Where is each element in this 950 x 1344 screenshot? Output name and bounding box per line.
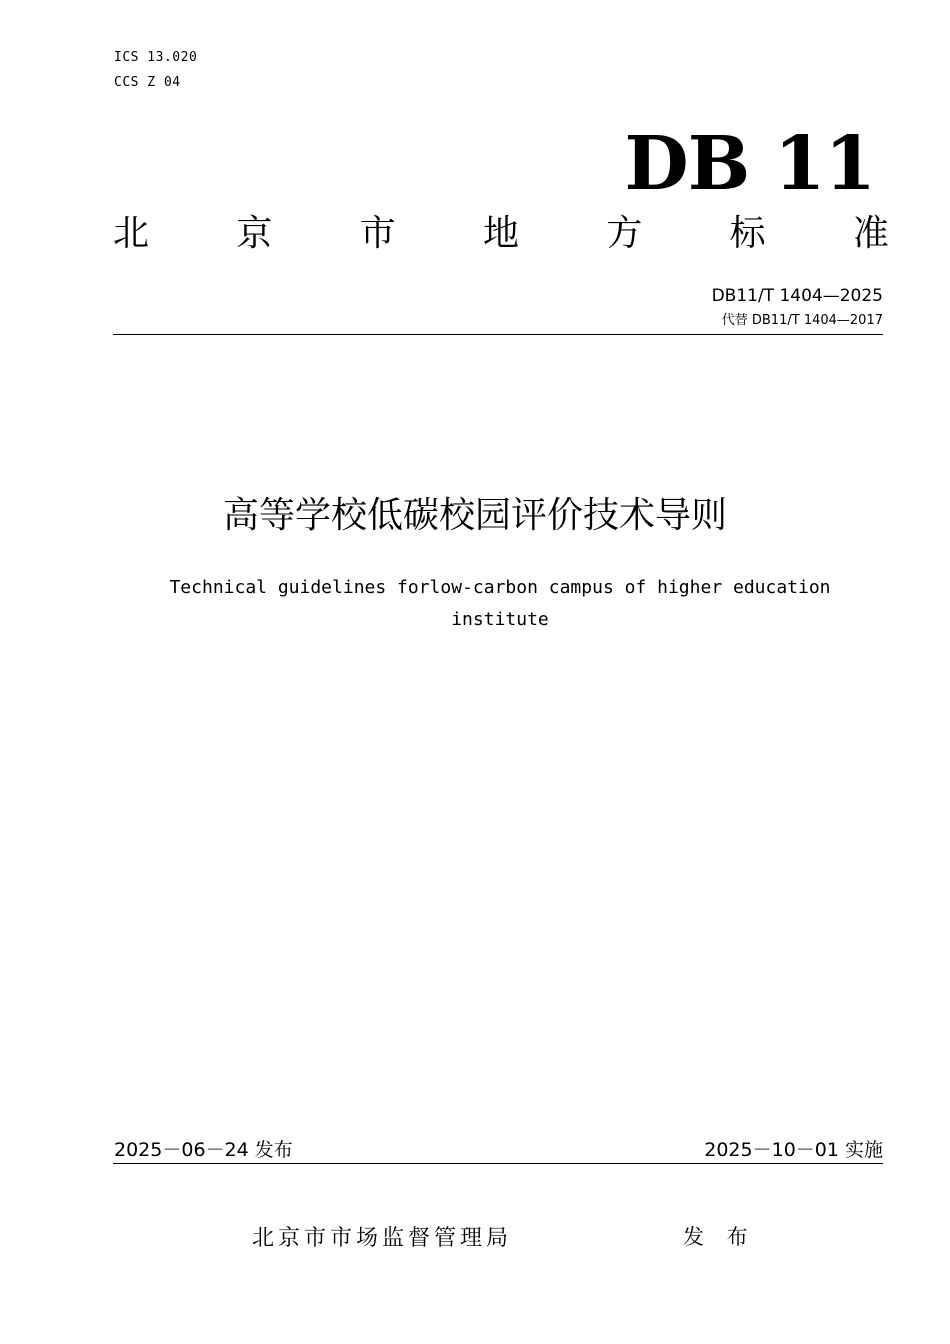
standard-type-char: 京 (236, 213, 273, 254)
issuing-authority: 北京市市场监督管理局 (252, 1226, 513, 1251)
document-title-chinese: 高等学校低碳校园评价技术导则 (222, 495, 727, 536)
standard-number: DB11/T 1404—2025 (711, 286, 883, 306)
standard-type-char: 市 (359, 213, 396, 254)
standard-type-char: 标 (729, 213, 766, 254)
english-title-line: Technical guidelines forlow-carbon campus of higher education (169, 577, 831, 598)
db11-logo: DB 11 (624, 121, 875, 207)
header-divider (113, 334, 883, 335)
replaces-standard: 代替 DB11/T 1404—2017 (721, 313, 883, 328)
ics-code: ICS 13.020 (114, 50, 198, 65)
standard-type-char: 准 (852, 213, 889, 254)
document-title-english (150, 572, 850, 636)
english-title-line: institute (451, 609, 549, 630)
ccs-code: CCS Z 04 (114, 75, 181, 90)
standard-type-char: 北 (113, 213, 150, 254)
standard-type-char: 地 (482, 213, 519, 254)
standard-type-char: 方 (606, 213, 643, 254)
standard-type-heading (113, 210, 889, 258)
publish-date: 2025－06－24 发布 (114, 1139, 293, 1161)
footer-divider (113, 1163, 883, 1164)
issue-label: 发 布 (683, 1225, 756, 1249)
implementation-date: 2025－10－01 实施 (704, 1139, 883, 1161)
